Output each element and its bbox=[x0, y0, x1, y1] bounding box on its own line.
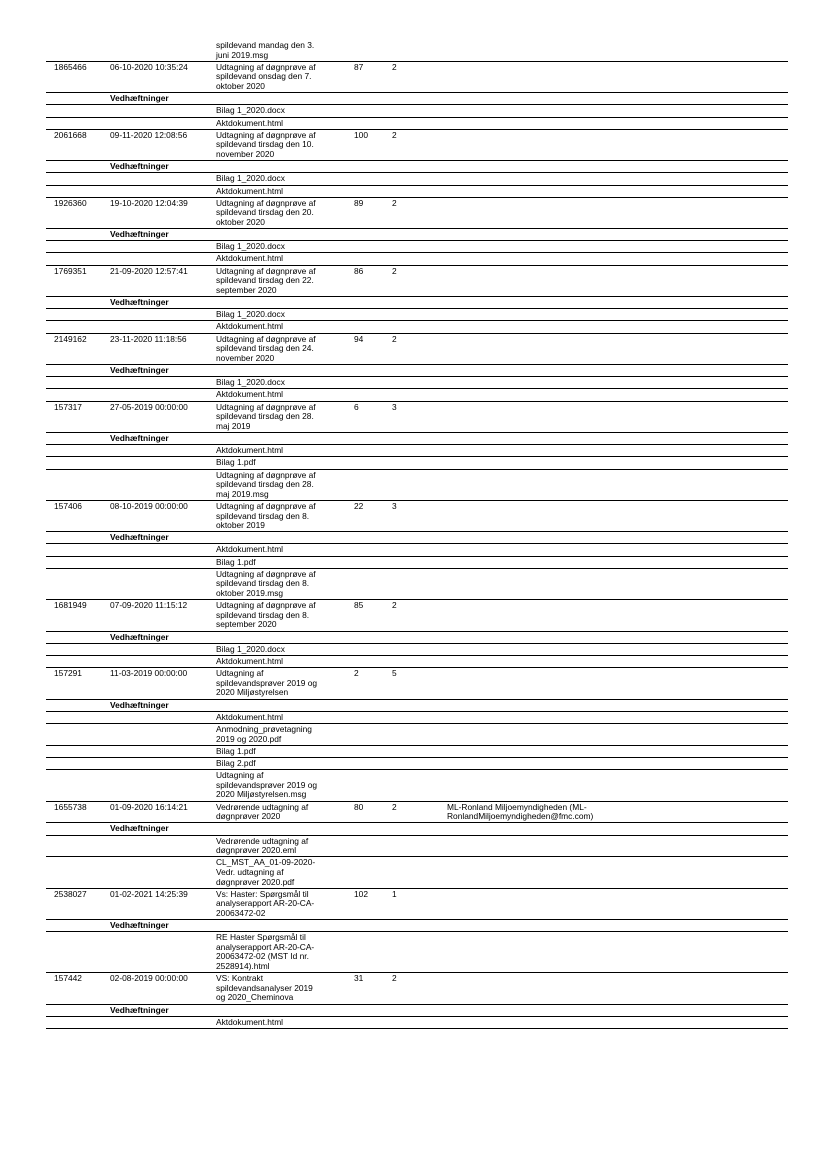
record-row bbox=[46, 889, 788, 920]
attachment-filename: Aktdokument.html bbox=[216, 389, 284, 400]
record-date: 01-09-2020 16:14:21 bbox=[110, 801, 188, 812]
attachments-header-row bbox=[46, 297, 788, 309]
record-number: 102 bbox=[354, 888, 368, 899]
attachments-header-row bbox=[46, 920, 788, 932]
attachment-row bbox=[46, 186, 788, 198]
record-date: 27-05-2019 00:00:00 bbox=[110, 401, 188, 412]
attachments-label: Vedhæftninger bbox=[110, 432, 169, 443]
attachments-header-row bbox=[46, 1005, 788, 1017]
attachments-header-row bbox=[46, 365, 788, 377]
record-date: 23-11-2020 11:18:56 bbox=[110, 333, 187, 344]
attachment-row bbox=[46, 173, 788, 185]
record-date: 07-09-2020 11:15:12 bbox=[110, 600, 188, 611]
record-date: 19-10-2020 12:04:39 bbox=[110, 197, 188, 208]
record-title: Udtagning af døgnprøve af spildevand tirsdag den 8. september 2020 bbox=[216, 600, 316, 630]
attachment-filename: Aktdokument.html bbox=[216, 445, 284, 456]
record-title: Vs: Haster: Spørgsmål til analyserapport AR-20-CA- 20063472-02 bbox=[216, 888, 315, 918]
attachment-row bbox=[46, 644, 788, 656]
attachment-row bbox=[46, 656, 788, 668]
record-title: Vedrørende udtagning af døgnprøver 2020 bbox=[216, 801, 309, 822]
attachments-label: Vedhæftninger bbox=[110, 1004, 169, 1015]
record-title: Udtagning af døgnprøve af spildevand tirsdag den 10. november 2020 bbox=[216, 129, 316, 159]
record-id: 1681949 bbox=[54, 600, 87, 611]
record-title: Udtagning af døgnprøve af spildevand onsdag den 7. oktober 2020 bbox=[216, 61, 316, 91]
attachment-filename: Aktdokument.html bbox=[216, 321, 284, 332]
attachment-row bbox=[46, 1017, 788, 1029]
attachment-row bbox=[46, 836, 788, 858]
record-id: 1865466 bbox=[54, 61, 87, 72]
record-count: 2 bbox=[392, 61, 397, 72]
record-count: 1 bbox=[392, 888, 397, 899]
attachment-filename: Aktdokument.html bbox=[216, 711, 284, 722]
record-title: Udtagning af døgnprøve af spildevand tirsdag den 24. november 2020 bbox=[216, 333, 316, 363]
attachment-row bbox=[46, 758, 788, 770]
attachment-row bbox=[46, 118, 788, 130]
attachment-row bbox=[46, 470, 788, 501]
attachment-filename: Aktdokument.html bbox=[216, 185, 284, 196]
attachment-filename: Aktdokument.html bbox=[216, 1016, 284, 1027]
record-title: Udtagning af døgnprøve af spildevand tirsdag den 22. september 2020 bbox=[216, 265, 316, 295]
record-id: 157317 bbox=[54, 401, 82, 412]
record-date: 21-09-2020 12:57:41 bbox=[110, 265, 188, 276]
attachment-filename: Bilag 1_2020.docx bbox=[216, 377, 285, 388]
record-date: 11-03-2019 00:00:00 bbox=[110, 668, 188, 679]
record-count: 2 bbox=[392, 973, 397, 984]
record-id: 1655738 bbox=[54, 801, 87, 812]
attachment-row bbox=[46, 457, 788, 469]
attachment-filename: Bilag 1_2020.docx bbox=[216, 309, 285, 320]
record-id: 157442 bbox=[54, 973, 82, 984]
record-row bbox=[46, 266, 788, 297]
attachment-row bbox=[46, 253, 788, 265]
record-row bbox=[46, 802, 788, 824]
attachment-row bbox=[46, 241, 788, 253]
record-number: 2 bbox=[354, 668, 359, 679]
attachment-filename: Bilag 1_2020.docx bbox=[216, 643, 285, 654]
record-date: 08-10-2019 00:00:00 bbox=[110, 500, 188, 511]
attachments-header-row bbox=[46, 161, 788, 173]
attachment-row bbox=[46, 40, 788, 62]
record-number: 89 bbox=[354, 197, 364, 208]
record-number: 86 bbox=[354, 265, 364, 276]
record-title: VS: Kontrakt spildevandsanalyser 2019 og 2020_Cheminova bbox=[216, 973, 313, 1003]
attachment-filename: Udtagning af spildevandsprøver 2019 og 2020 Miljøstyrelsen.msg bbox=[216, 770, 318, 800]
attachments-label: Vedhæftninger bbox=[110, 920, 169, 931]
attachments-header-row bbox=[46, 632, 788, 644]
attachments-header-row bbox=[46, 93, 788, 105]
attachment-filename: Bilag 1_2020.docx bbox=[216, 105, 285, 116]
attachment-filename: Aktdokument.html bbox=[216, 656, 284, 667]
record-row bbox=[46, 130, 788, 161]
record-date: 02-08-2019 00:00:00 bbox=[110, 973, 188, 984]
record-count: 2 bbox=[392, 197, 397, 208]
record-date: 09-11-2020 12:08:56 bbox=[110, 129, 188, 140]
record-row bbox=[46, 501, 788, 532]
attachment-filename: Aktdokument.html bbox=[216, 544, 284, 555]
record-id: 1769351 bbox=[54, 265, 87, 276]
attachments-label: Vedhæftninger bbox=[110, 532, 169, 543]
attachment-row bbox=[46, 770, 788, 801]
attachment-row bbox=[46, 389, 788, 401]
record-count: 2 bbox=[392, 265, 397, 276]
attachments-label: Vedhæftninger bbox=[110, 297, 169, 308]
record-number: 100 bbox=[354, 129, 368, 140]
record-id: 157406 bbox=[54, 500, 82, 511]
attachment-filename: Aktdokument.html bbox=[216, 253, 284, 264]
record-title: Udtagning af døgnprøve af spildevand tirsdag den 20. oktober 2020 bbox=[216, 197, 316, 227]
record-date: 01-02-2021 14:25:39 bbox=[110, 888, 188, 899]
attachments-header-row bbox=[46, 532, 788, 544]
attachment-filename: Anmodning_prøvetagning 2019 og 2020.pdf bbox=[216, 723, 312, 744]
record-number: 80 bbox=[354, 801, 364, 812]
attachment-row bbox=[46, 724, 788, 746]
record-title: Udtagning af døgnprøve af spildevand tirsdag den 28. maj 2019 bbox=[216, 401, 316, 431]
record-number: 94 bbox=[354, 333, 364, 344]
record-id: 1926360 bbox=[54, 197, 87, 208]
attachment-filename: Bilag 1.pdf bbox=[216, 745, 256, 756]
document-table bbox=[46, 40, 788, 1029]
attachment-filename: Bilag 1_2020.docx bbox=[216, 241, 285, 252]
attachment-row bbox=[46, 377, 788, 389]
attachments-label: Vedhæftninger bbox=[110, 699, 169, 710]
attachment-filename: Bilag 1.pdf bbox=[216, 556, 256, 567]
attachment-filename: Udtagning af døgnprøve af spildevand tirsdag den 28. maj 2019.msg bbox=[216, 469, 316, 499]
record-number: 87 bbox=[354, 61, 364, 72]
record-count: 2 bbox=[392, 333, 397, 344]
record-number: 31 bbox=[354, 973, 364, 984]
record-number: 22 bbox=[354, 500, 364, 511]
attachment-filename: RE Haster Spørgsmål til analyserapport AR-20-CA- 20063472-02 (MST Id nr. 2528914).html bbox=[216, 932, 315, 972]
record-id: 2538027 bbox=[54, 888, 87, 899]
record-id: 2149162 bbox=[54, 333, 87, 344]
record-row bbox=[46, 334, 788, 365]
record-id: 2061668 bbox=[54, 129, 87, 140]
attachment-filename: Vedrørende udtagning af døgnprøver 2020.eml bbox=[216, 835, 309, 856]
attachment-filename: spildevand mandag den 3. juni 2019.msg bbox=[216, 40, 315, 60]
attachment-row bbox=[46, 746, 788, 758]
record-title: Udtagning af døgnprøve af spildevand tirsdag den 8. oktober 2019 bbox=[216, 500, 316, 531]
attachments-label: Vedhæftninger bbox=[110, 823, 169, 834]
attachment-filename: CL_MST_AA_01-09-2020- Vedr. udtagning af døgnprøver 2020.pdf bbox=[216, 857, 316, 887]
record-row bbox=[46, 668, 788, 699]
record-number: 6 bbox=[354, 401, 359, 412]
attachment-row bbox=[46, 557, 788, 569]
attachments-label: Vedhæftninger bbox=[110, 631, 169, 642]
attachments-label: Vedhæftninger bbox=[110, 93, 169, 104]
record-title: Udtagning af spildevandsprøver 2019 og 2020 Miljøstyrelsen bbox=[216, 668, 318, 698]
record-row bbox=[46, 600, 788, 631]
attachment-filename: Bilag 1_2020.docx bbox=[216, 173, 285, 184]
record-count: 2 bbox=[392, 600, 397, 611]
attachment-filename: Aktdokument.html bbox=[216, 117, 284, 128]
attachment-row bbox=[46, 309, 788, 321]
attachment-row bbox=[46, 712, 788, 724]
attachment-row bbox=[46, 105, 788, 117]
attachments-header-row bbox=[46, 700, 788, 712]
attachment-filename: Bilag 2.pdf bbox=[216, 757, 256, 768]
record-count: 3 bbox=[392, 500, 397, 511]
attachment-filename: Udtagning af døgnprøve af spildevand tirsdag den 8. oktober 2019.msg bbox=[216, 568, 316, 599]
record-date: 06-10-2020 10:35:24 bbox=[110, 61, 188, 72]
record-row bbox=[46, 973, 788, 1004]
record-count: 3 bbox=[392, 401, 397, 412]
attachment-row bbox=[46, 569, 788, 600]
attachment-row bbox=[46, 932, 788, 973]
attachments-label: Vedhæftninger bbox=[110, 229, 169, 240]
record-sender: ML-Ronland Miljoemyndigheden (ML- RonlandMiljoemyndigheden@fmc.com) bbox=[447, 801, 594, 822]
attachments-header-row bbox=[46, 823, 788, 835]
record-count: 2 bbox=[392, 801, 397, 812]
attachment-row bbox=[46, 445, 788, 457]
attachment-row bbox=[46, 544, 788, 556]
attachments-label: Vedhæftninger bbox=[110, 161, 169, 172]
record-count: 2 bbox=[392, 129, 397, 140]
attachments-label: Vedhæftninger bbox=[110, 365, 169, 375]
record-count: 5 bbox=[392, 668, 397, 679]
attachment-row bbox=[46, 321, 788, 333]
record-row bbox=[46, 198, 788, 229]
record-row bbox=[46, 62, 788, 93]
record-row bbox=[46, 402, 788, 433]
attachment-row bbox=[46, 857, 788, 888]
attachments-header-row bbox=[46, 229, 788, 241]
record-number: 85 bbox=[354, 600, 364, 611]
attachment-filename: Bilag 1.pdf bbox=[216, 457, 256, 468]
attachments-header-row bbox=[46, 433, 788, 445]
record-id: 157291 bbox=[54, 668, 82, 679]
